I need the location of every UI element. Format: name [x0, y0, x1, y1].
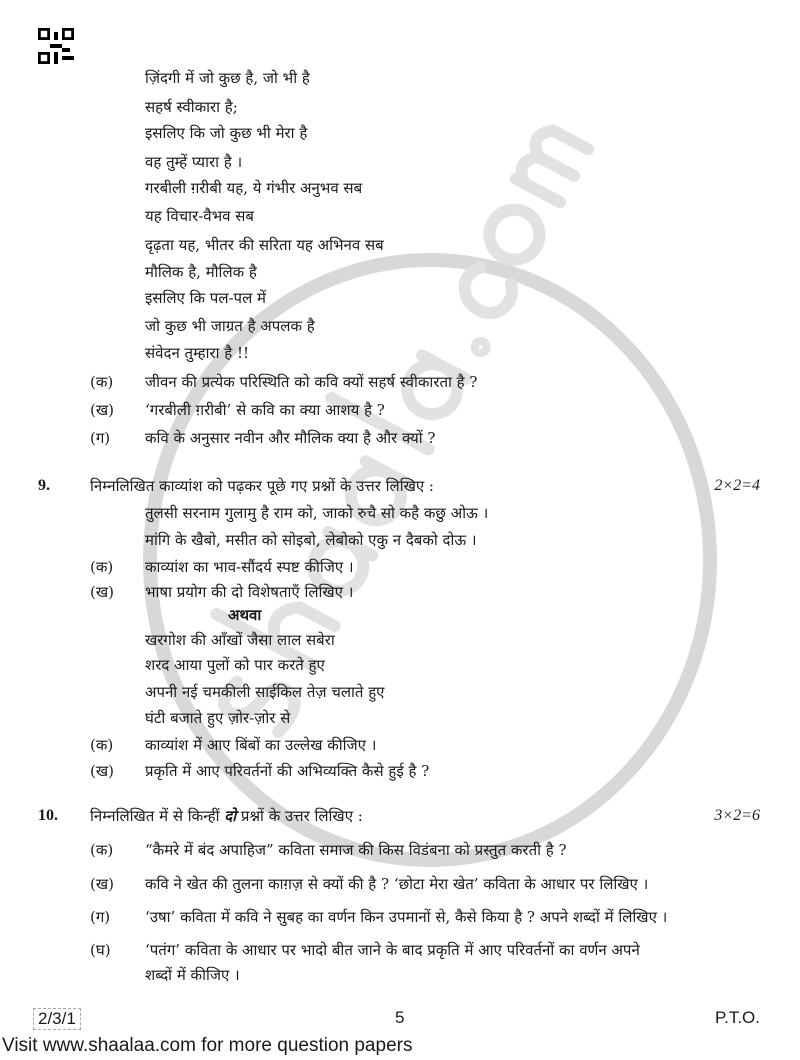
- subq-label: (क): [90, 373, 114, 391]
- pto-label: P.T.O.: [714, 1008, 760, 1027]
- subq-text: काव्यांश में आए बिंबों का उल्लेख कीजिए ।: [145, 736, 377, 754]
- subq-label: (क): [90, 736, 114, 754]
- poem-line: गरबीली ग़रीबी यह, ये गंभीर अनुभव सब: [145, 179, 363, 197]
- subq-text: शब्दों में कीजिए ।: [145, 966, 240, 984]
- question-instruction: निम्नलिखित काव्यांश को पढ़कर पूछे गए प्रश्नों के उत्तर लिखिए :: [90, 477, 434, 495]
- subq-label: (ख): [90, 875, 114, 893]
- question-number: 10.: [38, 807, 58, 824]
- question-marks: 2×2=4: [714, 477, 760, 494]
- poem-line: इसलिए कि पल-पल में: [145, 289, 266, 307]
- verse-line: शरद आया पुलों को पार करते हुए: [145, 656, 325, 674]
- subq-text: कवि के अनुसार नवीन और मौलिक क्या है और क्यों ?: [145, 429, 436, 447]
- subq-text: “कैमरे में बंद अपाहिज” कविता समाज की किस विडंबना को प्रस्तुत करती है ?: [145, 841, 567, 859]
- paper-code: 2/3/1: [33, 1008, 81, 1030]
- poem-line: यह विचार-वैभव सब: [145, 207, 254, 225]
- question-marks: 3×2=6: [714, 807, 760, 824]
- subq-text: ‘पतंग’ कविता के आधार पर भादो बीत जाने के बाद प्रकृति में आए परिवर्तनों का वर्णन अपने: [145, 941, 640, 959]
- verse-line: खरगोश की आँखों जैसा लाल सबेरा: [145, 631, 335, 649]
- subq-text: जीवन की प्रत्येक परिस्थिति को कवि क्यों सहर्ष स्वीकारता है ?: [145, 373, 478, 391]
- question-instruction: [90, 806, 363, 826]
- subq-label: (ख): [90, 762, 114, 780]
- subq-text: ‘उषा’ कविता में कवि ने सुबह का वर्णन किन उपमानों से, कैसे किया है ? अपने शब्दों में लिखिए ।: [145, 908, 668, 926]
- visit-link[interactable]: Visit www.shaalaa.com for more question papers: [2, 1035, 413, 1056]
- qr-code-icon: [38, 28, 74, 64]
- poem-line: दृढ़ता यह, भीतर की सरिता यह अभिनव सब: [145, 236, 384, 254]
- question-number: 9.: [38, 477, 50, 494]
- subq-label: (घ): [90, 941, 111, 959]
- subq-text: कवि ने खेत की तुलना काग़ज़ से क्यों की है ? ‘छोटा मेरा खेत’ कविता के आधार पर लिखिए ।: [145, 875, 649, 893]
- poem-line: संवेदन तुम्हारा है !!: [145, 344, 250, 362]
- subq-text: भाषा प्रयोग की दो विशेषताएँ लिखिए ।: [145, 583, 354, 601]
- poem-line: वह तुम्हें प्यारा है ।: [145, 153, 243, 171]
- subq-label: (क): [90, 558, 114, 576]
- subq-text: प्रकृति में आए परिवर्तनों की अभिव्यक्ति कैसे हुई है ?: [145, 762, 430, 780]
- instruction-text: प्रश्नों के उत्तर लिखिए :: [236, 807, 363, 825]
- subq-text: ‘गरबीली ग़रीबी’ से कवि का क्या आशय है ?: [145, 401, 385, 419]
- or-separator: अथवा: [228, 606, 262, 624]
- subq-text: काव्यांश का भाव-सौंदर्य स्पष्ट कीजिए ।: [145, 558, 354, 576]
- subq-label: (ख): [90, 583, 114, 601]
- subq-label: (क): [90, 841, 114, 859]
- subq-label: (ग): [90, 429, 111, 447]
- poem-line: मौलिक है, मौलिक है: [145, 263, 257, 281]
- verse-line: मांगि के खैबो, मसीत को सोइबो, लेबोको एकु न दैबको दोऊ ।: [145, 531, 477, 549]
- subq-label: (ख): [90, 401, 114, 419]
- instruction-text: निम्नलिखित में से किन्हीं: [90, 807, 225, 825]
- poem-line: ज़िंदगी में जो कुछ है, जो भी है: [145, 69, 310, 87]
- instruction-emphasis: दो: [224, 807, 237, 825]
- poem-line: इसलिए कि जो कुछ भी मेरा है: [145, 124, 308, 142]
- poem-line: जो कुछ भी जाग्रत है अपलक है: [145, 317, 315, 335]
- verse-line: तुलसी सरनाम गुलामु है राम को, जाको रुचै सो कहै कछु ओऊ ।: [145, 504, 489, 522]
- poem-line: सहर्ष स्वीकारा है;: [145, 98, 238, 116]
- verse-line: अपनी नई चमकीली साईकिल तेज़ चलाते हुए: [145, 683, 385, 701]
- page-number: 5: [395, 1008, 405, 1027]
- subq-label: (ग): [90, 908, 111, 926]
- verse-line: घंटी बजाते हुए ज़ोर-ज़ोर से: [145, 709, 291, 727]
